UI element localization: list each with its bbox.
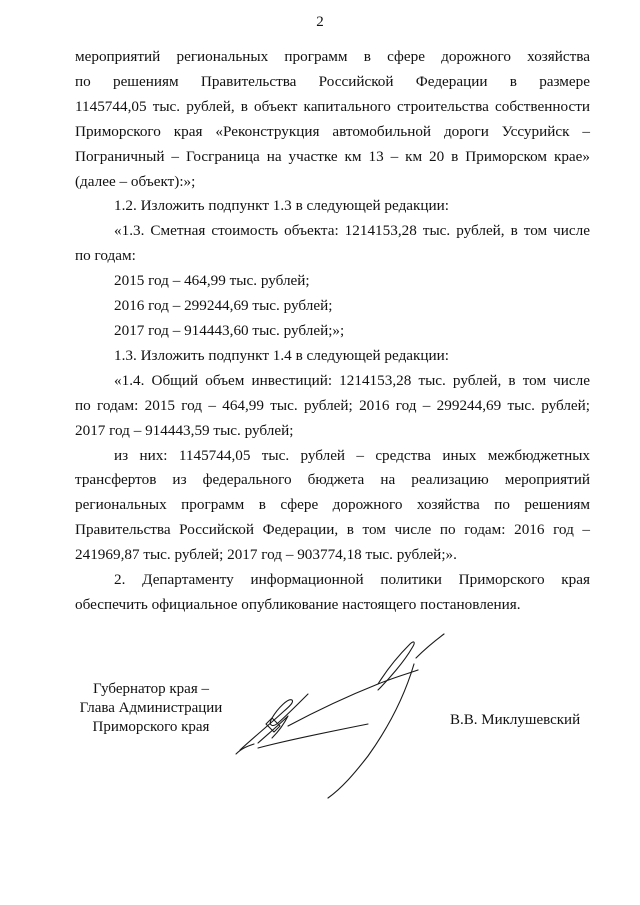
text-line: «1.4. Общий объем инвестиций: 1214153,28 тыс. рублей, в том числе (114, 371, 590, 389)
text-line: Пограничный – Госграница на участке км 13 – км 20 в Приморском крае» (75, 147, 590, 165)
text-line: мероприятий региональных программ в сфере дорожного хозяйства (75, 48, 590, 65)
signatory-position (70, 680, 232, 737)
text-line: 2017 год – 914443,59 тыс. рублей; (75, 421, 294, 439)
position-line: Приморского края (92, 719, 210, 735)
position-line: Глава Администрации (79, 700, 223, 716)
position-line: Губернатор края – (93, 681, 209, 697)
text-line: из них: 1145744,05 тыс. рублей – средства иных межбюджетных (114, 446, 590, 464)
text-line: 1145744,05 тыс. рублей, в объект капитального строительства собственности (75, 97, 590, 115)
paragraph-p1 (75, 45, 590, 194)
text-line: (далее – объект):»; (75, 172, 196, 190)
handwritten-signature (228, 628, 458, 803)
text-line: обеспечить официальное опубликование настоящего постановления. (75, 595, 521, 613)
text-line: трансфертов из федерального бюджета на реализацию мероприятий (75, 471, 590, 489)
text-line: Правительства Российской Федерации, в том числе по годам: 2016 год – (75, 521, 590, 539)
text-line: по решениям Правительства Российской Федерации в размере (75, 72, 590, 90)
text-line: 2. Департаменту информационной политики Приморского края (114, 571, 590, 589)
paragraph-p4: 2015 год – 464,99 тыс. рублей; (114, 272, 310, 290)
page-number: 2 (316, 14, 324, 30)
text-line: региональных программ в сфере дорожного хозяйства по решениям (75, 496, 590, 514)
text-line: Приморского края «Реконструкция автомобильной дороги Уссурийск – (75, 122, 590, 140)
text-line: 241969,87 тыс. рублей; 2017 год – 903774,18 тыс. рублей;». (75, 546, 457, 564)
text-line: по годам: 2015 год – 464,99 тыс. рублей; 2016 год – 299244,69 тыс. рублей; (75, 396, 590, 414)
document-body (75, 45, 590, 618)
text-line: «1.3. Сметная стоимость объекта: 1214153,28 тыс. рублей, в том числе (114, 222, 590, 240)
paragraph-p10 (75, 568, 590, 618)
paragraph-p3 (75, 219, 590, 269)
paragraph-p6: 2017 год – 914443,60 тыс. рублей;»; (114, 321, 345, 339)
paragraph-p9 (75, 444, 590, 569)
paragraph-p7: 1.3. Изложить подпункт 1.4 в следующей редакции: (114, 346, 450, 364)
paragraph-p5: 2016 год – 299244,69 тыс. рублей; (114, 297, 333, 315)
signatory-name: В.В. Миклушевский (450, 712, 581, 728)
paragraph-p2: 1.2. Изложить подпункт 1.3 в следующей редакции: (114, 197, 450, 215)
paragraph-p8 (75, 369, 590, 444)
text-line: по годам: (75, 247, 136, 265)
